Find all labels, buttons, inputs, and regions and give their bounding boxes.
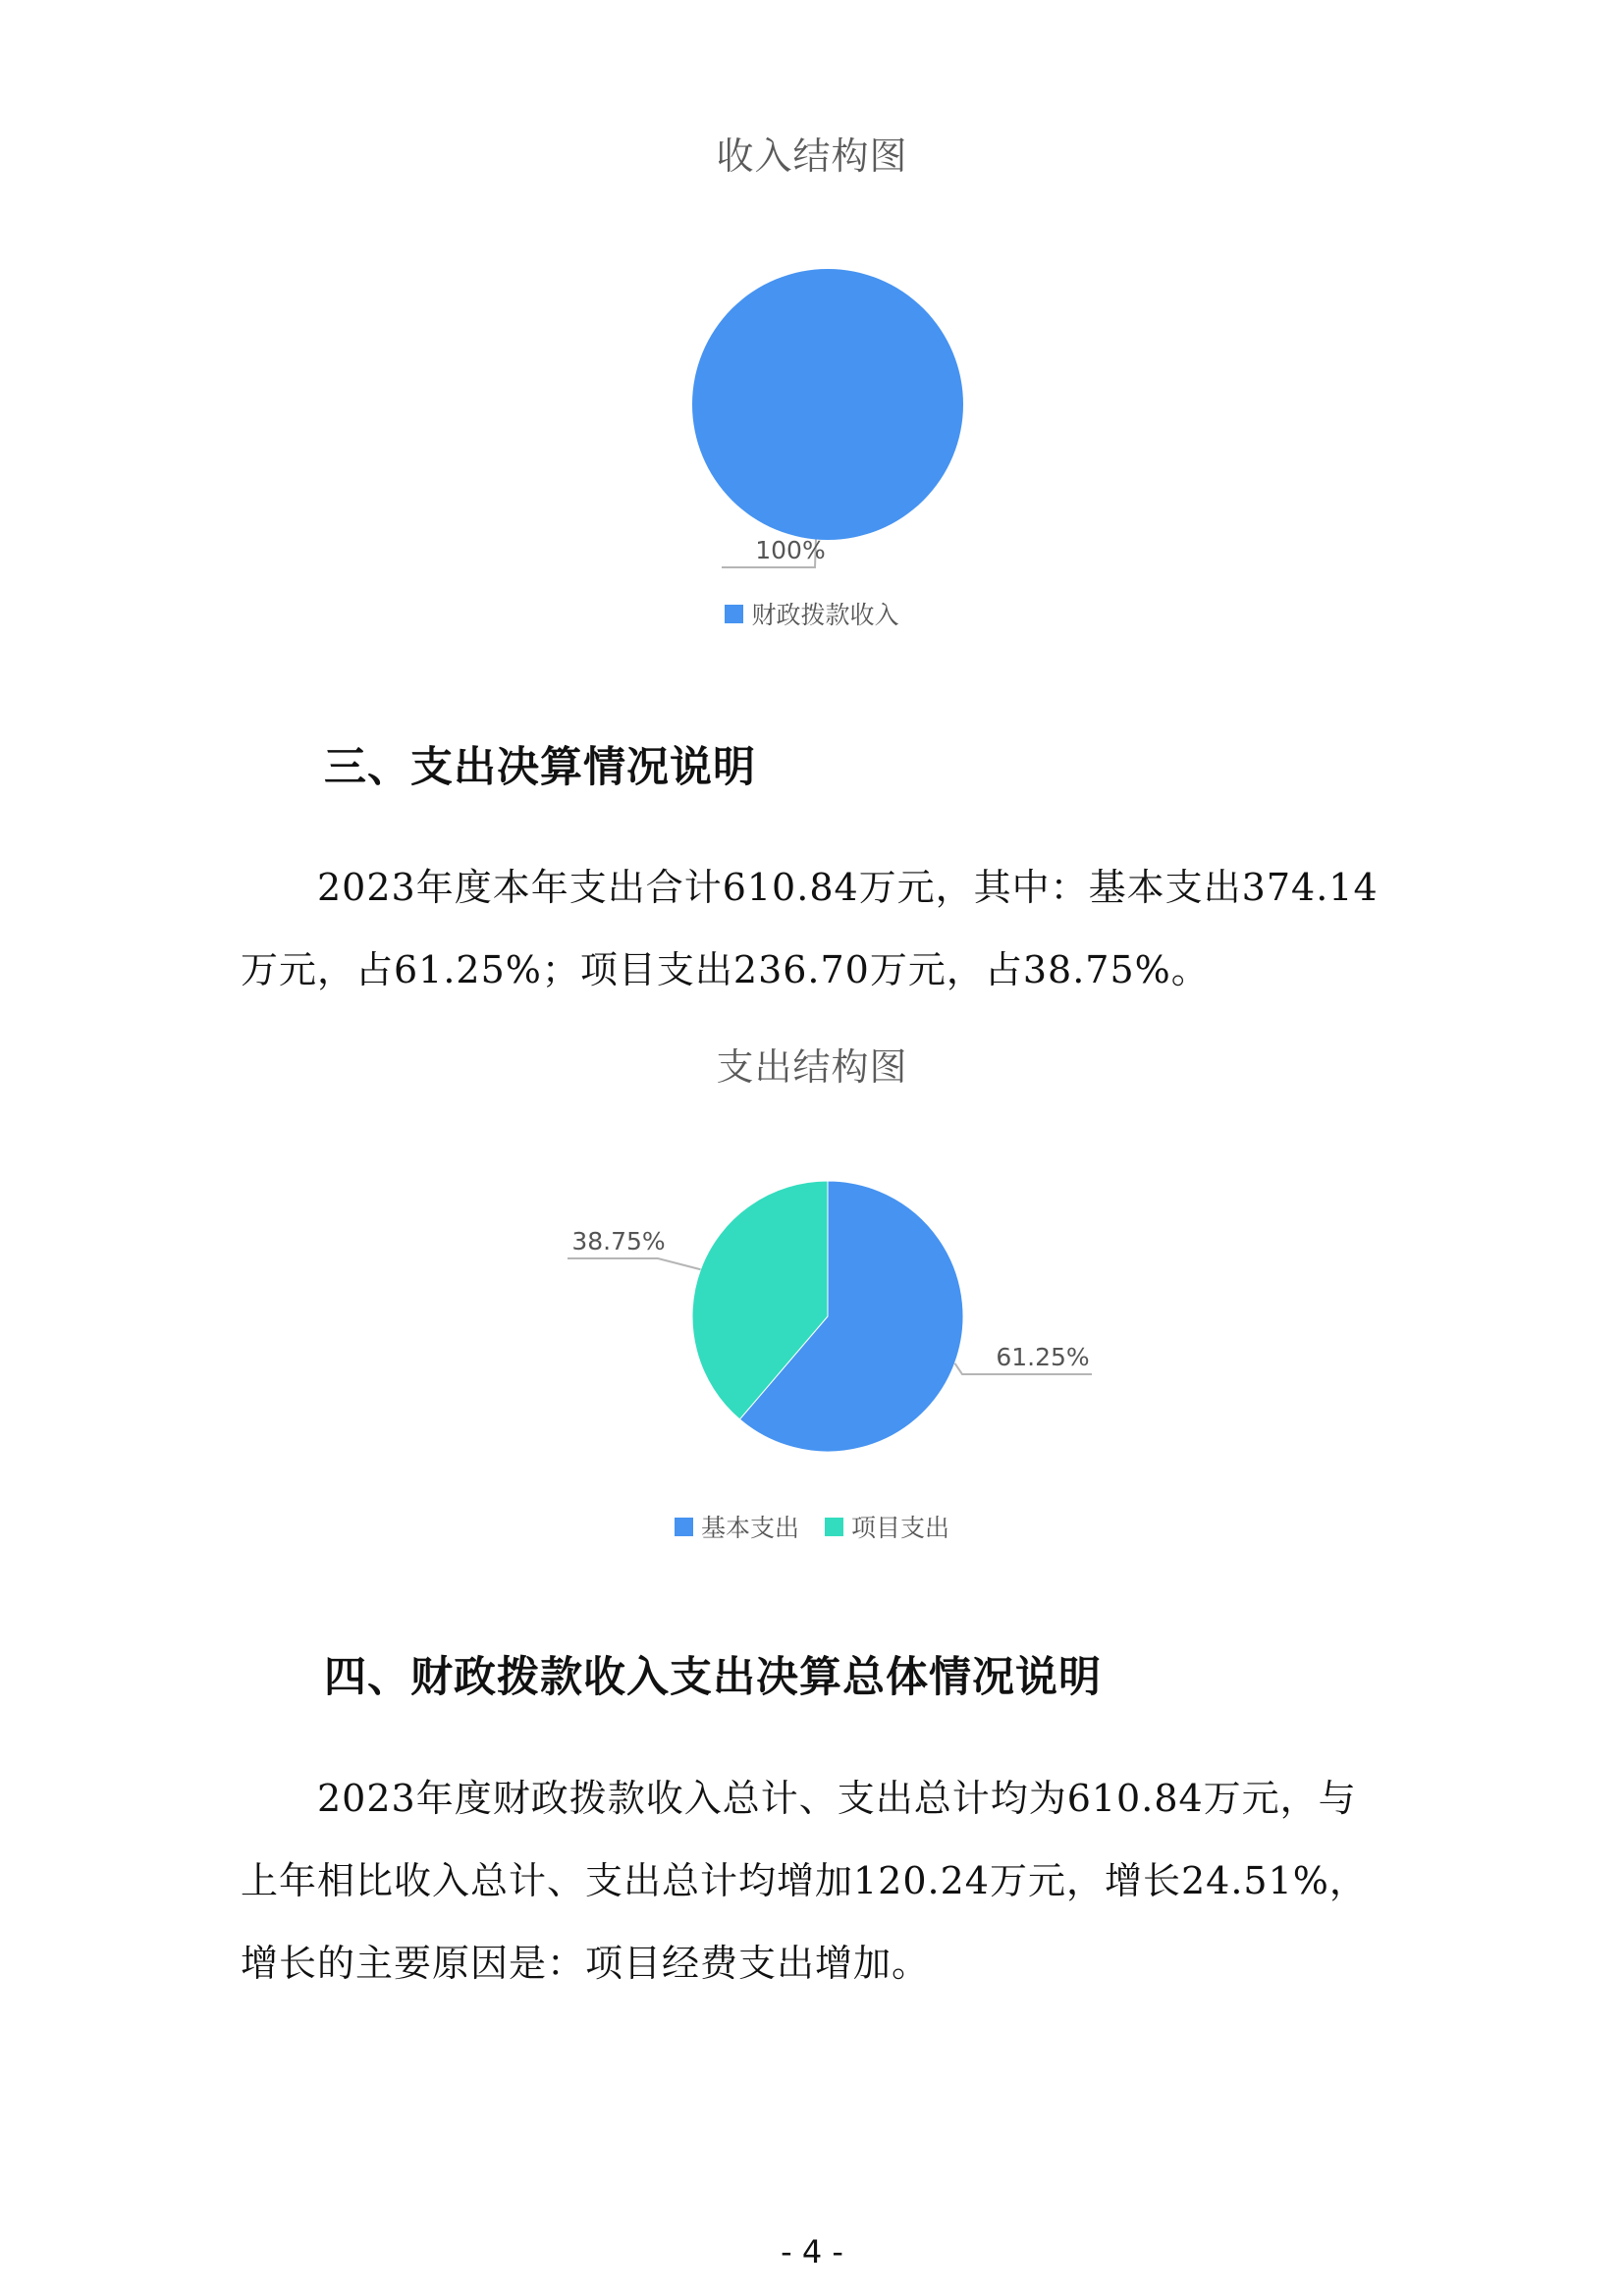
legend-swatch xyxy=(725,605,743,623)
expense-chart-title: 支出结构图 xyxy=(716,1045,908,1089)
legend-label: 基本支出 xyxy=(700,1514,799,1542)
legend-swatch xyxy=(825,1518,843,1536)
paragraph-line: 增长的主要原因是：项目经费支出增加。 xyxy=(241,1942,931,1985)
section4-heading: 四、财政拨款收入支出决算总体情况说明 xyxy=(324,1653,1102,1702)
legend-label: 项目支出 xyxy=(851,1514,950,1542)
legend-swatch xyxy=(675,1518,693,1536)
paragraph-line: 2023年度本年支出合计610.84万元，其中：基本支出374.14 xyxy=(317,866,1379,909)
section3-heading: 三、支出决算情况说明 xyxy=(324,743,756,792)
income-pie-svg xyxy=(0,0,1624,589)
pie-leader-line xyxy=(568,1258,701,1269)
legend-item-fiscal-income[interactable] xyxy=(725,596,898,631)
income-chart xyxy=(0,0,1624,648)
pie-data-label: 61.25% xyxy=(996,1343,1090,1371)
legend-item-project-expense[interactable] xyxy=(825,1509,949,1544)
paragraph-line: 上年相比收入总计、支出总计均增加120.24万元，增长24.51%， xyxy=(241,1859,1368,1902)
expense-chart xyxy=(0,1031,1624,1580)
pie-slice-财政拨款收入[interactable] xyxy=(692,269,963,540)
section4-paragraph xyxy=(241,1757,1419,2004)
legend-item-basic-expense[interactable] xyxy=(675,1509,799,1544)
paragraph-line: 万元，占61.25%；项目支出236.70万元，占38.75%。 xyxy=(241,948,1210,991)
income-legend xyxy=(0,596,1624,631)
page-number: - 4 - xyxy=(781,2233,843,2270)
income-chart-title: 收入结构图 xyxy=(716,134,908,178)
expense-pie-svg xyxy=(0,1031,1624,1522)
section3-paragraph xyxy=(241,846,1419,1011)
pie-data-label: 38.75% xyxy=(571,1227,666,1255)
expense-legend xyxy=(0,1509,1624,1544)
pie-data-label: 100% xyxy=(755,536,826,564)
paragraph-line: 2023年度财政拨款收入总计、支出总计均为610.84万元，与 xyxy=(317,1777,1357,1820)
legend-label: 财政拨款收入 xyxy=(751,601,899,629)
